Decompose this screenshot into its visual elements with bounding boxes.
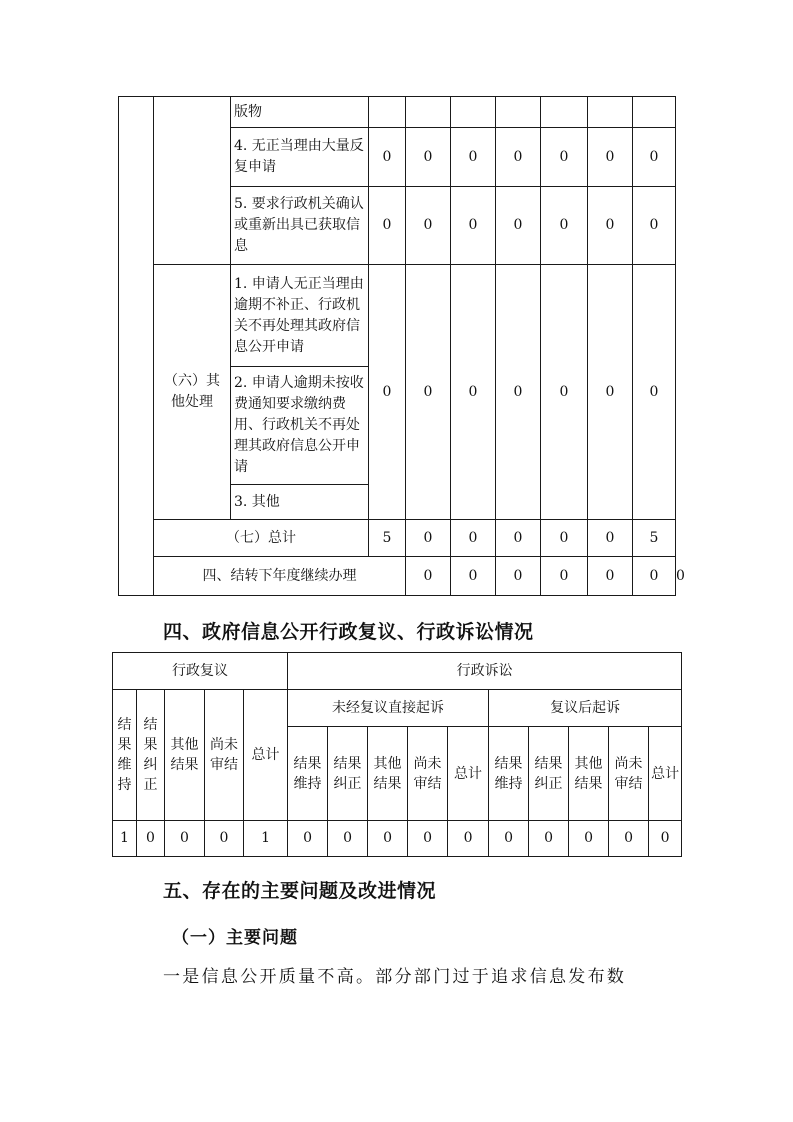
value-cell: 5 <box>633 520 676 557</box>
direct-col-header: 总计 <box>448 727 489 821</box>
value-cell: 0 <box>588 557 633 596</box>
review-col-header: 结果维持 <box>113 690 137 821</box>
value-cell: 0 <box>369 265 406 520</box>
review-col-header: 其他结果 <box>165 690 205 821</box>
value-cell: 0 <box>496 265 541 520</box>
row-label: 5. 要求行政机关确认或重新出具已获取信息 <box>231 187 369 265</box>
value-cell: 0 <box>633 557 676 596</box>
value-cell: 0 <box>369 128 406 187</box>
table-row <box>119 97 676 128</box>
value-cell: 0 <box>588 187 633 265</box>
after-col-header: 总计 <box>649 727 682 821</box>
value-cell: 0 <box>489 821 529 857</box>
direct-col-header: 结果纠正 <box>328 727 368 821</box>
value-cell: 0 <box>529 821 569 857</box>
value-cell: 0 <box>541 520 588 557</box>
row-label: 1. 申请人无正当理由逾期不补正、行政机关不再处理其政府信息公开申请 <box>231 265 369 367</box>
subsection-1-title: （一）主要问题 <box>172 928 298 948</box>
review-litigation-table <box>112 652 682 857</box>
value-cell: 0 <box>406 520 451 557</box>
value-cell: 0 <box>496 187 541 265</box>
direct-col-header: 尚未审结 <box>408 727 448 821</box>
section-4-title: 四、政府信息公开行政复议、行政诉讼情况 <box>163 621 534 643</box>
table-row: 四、结转下年度继续办理 0 0 0 0 0 0 0 <box>119 557 676 596</box>
after-col-header: 结果纠正 <box>529 727 569 821</box>
row-label: 3. 其他 <box>231 485 369 520</box>
value-cell: 0 <box>633 128 676 187</box>
value-cell: 0 <box>649 821 682 857</box>
value-cell: 0 <box>369 187 406 265</box>
value-cell: 0 <box>633 187 676 265</box>
table-row <box>113 690 682 727</box>
value-cell: 0 <box>406 265 451 520</box>
value-cell: 0 <box>288 821 328 857</box>
after-col-header: 结果维持 <box>489 727 529 821</box>
value-cell: 0 <box>328 821 368 857</box>
value-cell: 0 <box>496 557 541 596</box>
review-col-header: 结果纠正 <box>137 690 165 821</box>
value-cell: 0 <box>541 557 588 596</box>
value-cell: 0 <box>448 821 489 857</box>
value-cell: 0 <box>406 128 451 187</box>
row-label: 版物 <box>231 97 369 128</box>
value-cell: 0 <box>451 187 496 265</box>
value-cell: 0 <box>165 821 205 857</box>
value-cell: 0 <box>137 821 165 857</box>
carry-over-label: 四、结转下年度继续办理 <box>154 557 406 596</box>
value-cell: 0 <box>406 557 451 596</box>
value-cell: 0 <box>541 265 588 520</box>
after-col-header: 其他结果 <box>569 727 609 821</box>
table-row <box>119 520 676 557</box>
direct-col-header: 其他结果 <box>368 727 408 821</box>
litigation-header: 行政诉讼 <box>288 653 682 690</box>
value-cell: 0 <box>205 821 244 857</box>
after-col-header: 尚未审结 <box>609 727 649 821</box>
value-cell: 0 <box>451 557 496 596</box>
value-cell: 0 <box>406 187 451 265</box>
value-cell: 0 <box>633 265 676 520</box>
review-col-header: 总计 <box>244 690 288 821</box>
total-label: （七）总计 <box>154 520 369 557</box>
value-cell: 0 <box>451 520 496 557</box>
row-label: 2. 申请人逾期未按收费通知要求缴纳费用、行政机关不再处理其政府信息公开申请 <box>231 367 369 485</box>
value-cell: 0 <box>588 265 633 520</box>
after-review-header: 复议后起诉 <box>489 690 682 727</box>
value-cell: 0 <box>609 821 649 857</box>
value-cell: 0 <box>408 821 448 857</box>
section-5-title: 五、存在的主要问题及改进情况 <box>163 880 437 902</box>
value-cell: 1 <box>244 821 288 857</box>
review-header: 行政复议 <box>113 653 288 690</box>
value-cell: 0 <box>496 128 541 187</box>
value-cell: 0 <box>588 128 633 187</box>
value-cell: 0 <box>368 821 408 857</box>
category-cell <box>119 97 154 596</box>
value-cell: 0 <box>451 128 496 187</box>
value-cell: 5 <box>369 520 406 557</box>
value-cell: 1 <box>113 821 137 857</box>
review-col-header: 尚未审结 <box>205 690 244 821</box>
row-label: 4. 无正当理由大量反复申请 <box>231 128 369 187</box>
value-cell: 0 <box>588 520 633 557</box>
table-row <box>113 821 682 857</box>
value-cell: 0 <box>451 265 496 520</box>
value-cell: 0 <box>569 821 609 857</box>
group-label-other-handling: （六）其他处理 <box>154 265 231 520</box>
table-row <box>113 653 682 690</box>
value-cell: 0 <box>541 128 588 187</box>
value-cell: 0 <box>496 520 541 557</box>
table-row <box>119 265 676 367</box>
direct-suit-header: 未经复议直接起诉 <box>288 690 489 727</box>
value-cell: 0 <box>541 187 588 265</box>
application-handling-table <box>118 96 685 596</box>
direct-col-header: 结果维持 <box>288 727 328 821</box>
subcategory-cell <box>154 97 231 265</box>
paragraph-1: 一是信息公开质量不高。部分部门过于追求信息发布数 <box>163 967 627 987</box>
